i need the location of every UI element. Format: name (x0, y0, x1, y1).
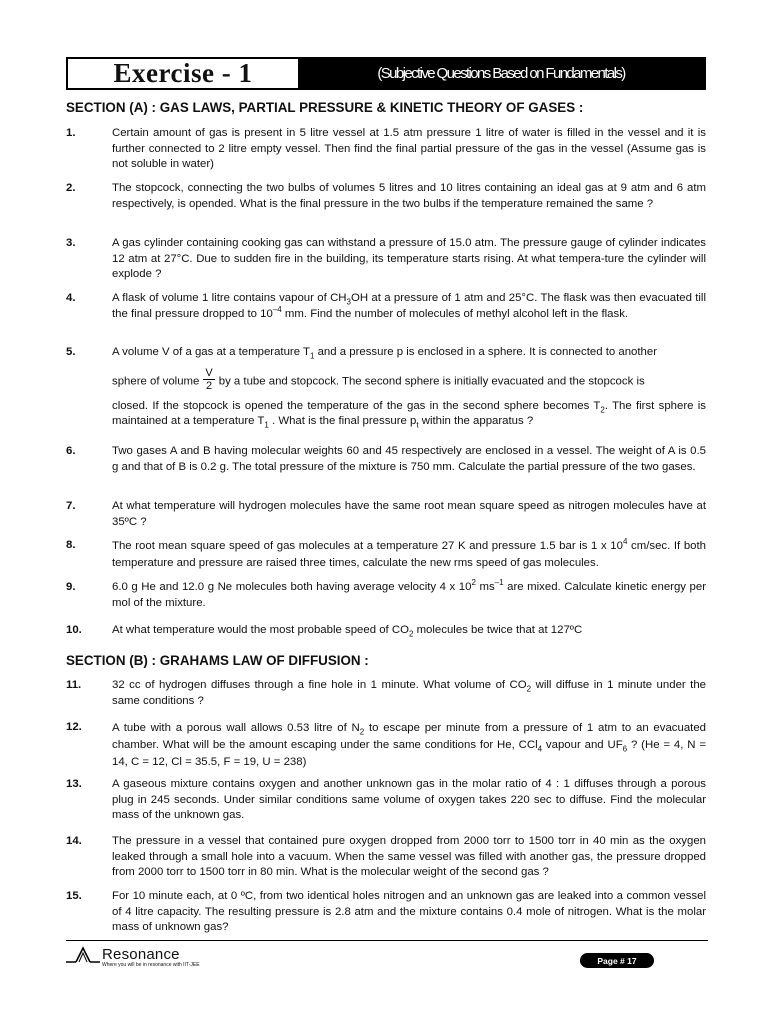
question-13 (66, 777, 706, 824)
question-9 (66, 580, 706, 611)
question-3 (66, 236, 706, 283)
question-11 (66, 678, 706, 709)
question-text: A tube with a porous wall allows 0.53 litre of $N_2$ to escape per minute from a pressure of 1 atm to an evacuated chamber. What will be the amount escaping under the same conditions for He, CCl$_4$ vapour and $UF_6$ ? (He = 4, N = 14, C = 12, Cl = 35.5, F = 19, U = 238) (112, 722, 706, 768)
question-number: 6. (66, 445, 76, 457)
question-text: A gas cylinder containing cooking gas can withstand a pressure of 15.0 atm. The pressure gauge of cylinder indicates 12 atm at 27°C. Due to sudden fire in the building, its temperature starts rising. At what tempera-ture the cylinder will explode ? (112, 237, 706, 280)
question-10 (66, 623, 706, 639)
question-text: 6.0 g He and 12.0 g Ne molecules both having average velocity 4 x $10^2$ $ms^{-1}$ are mixed. Calculate kinetic energy per mol of the mixture. (112, 578, 706, 609)
question-number: 5. (66, 346, 76, 358)
question-8 (66, 538, 706, 572)
question-number: 11. (66, 679, 82, 691)
question-number: 2. (66, 182, 76, 194)
page-number-badge: Page # 17 (580, 953, 654, 968)
question-number: 7. (66, 500, 76, 512)
question-text: For 10 minute each, at 0 ºC, from two identical holes nitrogen and an unknown gas are leaked into a common vessel of 4 litre capacity. The resulting pressure is 2.8 atm and the mixture contains 0.4 mole of nitrogen. What is the molar mass of unknown gas? (112, 890, 706, 933)
question-number: 9. (66, 581, 76, 593)
question-text: The pressure in a vessel that contained pure oxygen dropped from 2000 torr to 1500 torr in 40 min as the oxygen leaked through a small hole into a vacuum. When the same vessel was filled with another gas, the pressure dropped from 2000 torr to 1500 torr in 80 min. What is the molecular weight of the second gas ? (112, 835, 706, 878)
question-text: The stopcock, connecting the two bulbs of volumes 5 litres and 10 litres containing an ideal gas at 9 atm and 6 atm respectively, is opended. What is the final pressure in the two bulbs if the temperature remained the same ? (112, 182, 706, 210)
resonance-logo (66, 946, 200, 970)
question-text: At what temperature will hydrogen molecules have the same root mean square speed as nitrogen molecules have at 35ºC ? (112, 500, 706, 528)
question-1 (66, 126, 706, 173)
resonance-mark-icon (66, 946, 100, 970)
question-12 (66, 720, 706, 771)
exercise-header (66, 57, 706, 90)
section-a-heading: SECTION (A) : GAS LAWS, PARTIAL PRESSURE & KINETIC THEORY OF GASES : (66, 100, 584, 115)
question-number: 1. (66, 127, 76, 139)
question-text: A volume V of a gas at a temperature $T_1$ and a pressure p is enclosed in a sphere. It is connected to another sphere of volume $\frac{V}{2}$ by a tube and stopcock. The second sphere is initially evacuated and the stopcock is closed. If the stopcock is opened the temperature of the gas in the second sphere becomes $T_2$. The first sphere is maintained at a temperature $T_1$ . What is the final pressure $p_t$ within the apparatus ? (112, 346, 706, 430)
question-5 (66, 345, 706, 430)
footer-divider (66, 940, 708, 941)
question-text: The root mean square speed of gas molecules at a temperature 27 K and pressure 1.5 bar is 1 x $10^4$ cm/sec. If both temperature and pressure are raised three times, calculate the new rms speed of gas molecules. (112, 537, 706, 569)
question-2 (66, 181, 706, 212)
brand-name: Resonance (102, 946, 180, 963)
question-number: 15. (66, 890, 82, 902)
question-text: A flask of volume 1 litre contains vapour of $CH_3OH$ at a pressure of 1 atm and 25°C. The flask was then evacuated till the final pressure dropped to $10^{-4}$ mm. Find the number of molecules of methyl alcohol left in the flask. (112, 292, 706, 320)
question-number: 4. (66, 292, 76, 304)
question-text: At what temperature would the most probable speed of $CO_2$ molecules be twice that at 127ºC (112, 624, 583, 639)
question-6 (66, 444, 706, 475)
question-number: 3. (66, 237, 76, 249)
question-text: Certain amount of gas is present in 5 litre vessel at 1.5 atm pressure 1 litre of water is filled in the vessel and it is further connected to 2 litre empty vessel. Then find the final partial pressure of the gas in the vessel (Assume gas is not soluble in water) (112, 127, 706, 170)
question-text: 32 cc of hydrogen diffuses through a fine hole in 1 minute. What volume of $CO_2$ will diffuse in 1 minute under the same conditions ? (112, 679, 707, 707)
question-number: 12. (66, 721, 82, 733)
question-4 (66, 291, 706, 322)
brand-tagline: Where you will be in resonance with IIT-JEE (102, 962, 200, 968)
question-7 (66, 499, 706, 530)
question-number: 10. (66, 624, 82, 636)
question-number: 14. (66, 835, 82, 847)
page-footer (66, 944, 708, 972)
question-text: Two gases A and B having molecular weights 60 and 45 respectively are enclosed in a vessel. The weight of A is 0.5 g and that of B is 0.2 g. The total pressure of the mixture is 750 mm. Calculate the partial pressure of the two gases. (112, 445, 706, 473)
section-b-heading: SECTION (B) : GRAHAMS LAW OF DIFFUSION : (66, 653, 369, 668)
question-number: 8. (66, 539, 76, 551)
question-14 (66, 834, 706, 881)
exercise-title: Exercise - 1 (113, 58, 253, 88)
exercise-subtitle: (Subjective Questions Based on Fundamentals) (377, 65, 625, 82)
fraction-v-over-2: $\frac{V}{2}$ (205, 366, 213, 392)
question-15 (66, 889, 706, 936)
question-text: A gaseous mixture contains oxygen and another unknown gas in the molar ratio of 4 : 1 diffuses through a porous plug in 245 seconds. Under similar conditions same volume of oxygen takes 220 sec to diffuse. Find the molecular mass of the unknown gas. (112, 778, 706, 821)
question-number: 13. (66, 778, 82, 790)
